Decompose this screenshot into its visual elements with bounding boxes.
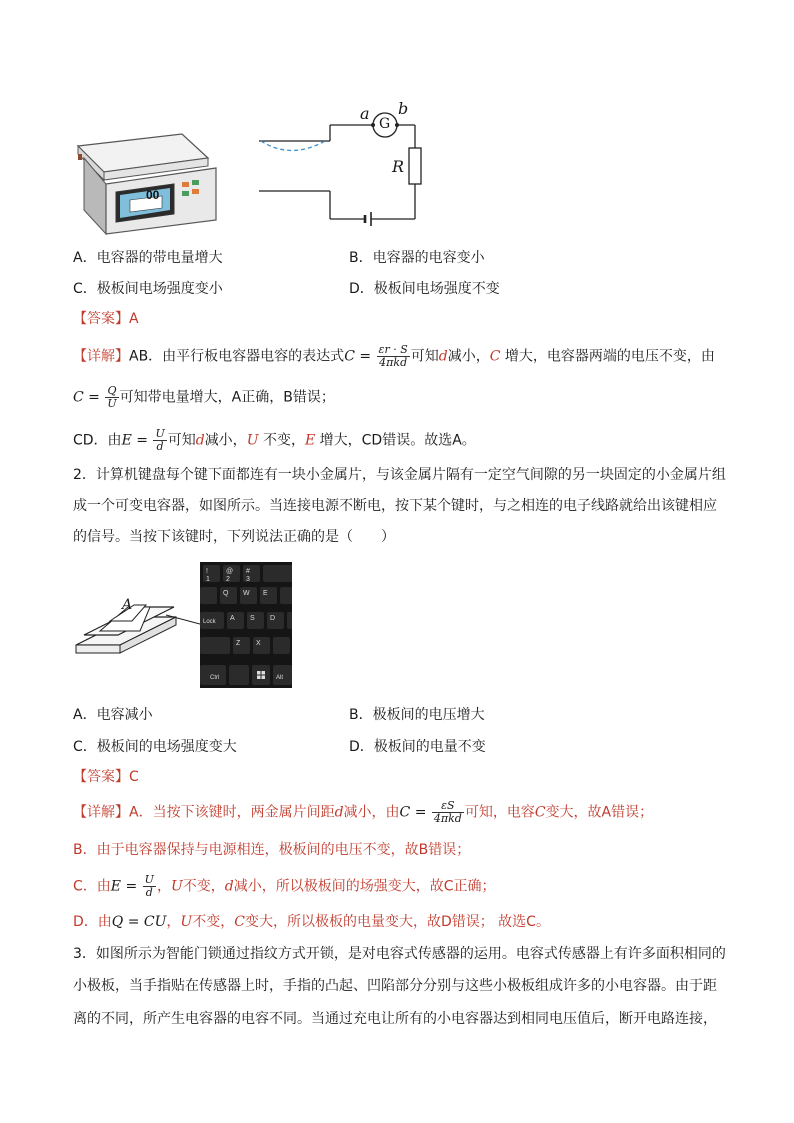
key-q [220, 587, 237, 604]
key-label: Alt [276, 675, 284, 681]
text: 不变， [192, 914, 235, 930]
q2-stem-line-3: 的信号。当按下该键时，下列说法正确的是（ ） [73, 529, 395, 545]
text: 减小，由 [343, 804, 400, 821]
numerator: U [155, 427, 165, 440]
key-r [280, 587, 292, 604]
var: d [334, 804, 344, 821]
key-3 [243, 565, 260, 582]
text: D．由 [73, 914, 112, 930]
q1-detail-line-1 [73, 344, 715, 369]
q2-option-a: A．电容减小 [73, 707, 153, 723]
var: U [246, 432, 259, 449]
key-fn [229, 665, 249, 685]
var: E [121, 432, 132, 449]
q1-detail-line-3 [73, 428, 476, 453]
keyboard-photo [200, 562, 292, 688]
capacitance-formula [377, 344, 410, 369]
text: = [354, 348, 376, 365]
var: Q [111, 914, 124, 930]
q2-detail-line-3 [73, 874, 496, 899]
plate-label-a: A [122, 597, 133, 613]
denominator: d [156, 440, 164, 453]
key-e [260, 587, 277, 604]
text: = [83, 389, 105, 406]
text: 变大，故A错误； [545, 804, 654, 821]
q2-option-b: B．极板间的电压增大 [349, 707, 485, 723]
q2-stem-line-1: 2．计算机键盘每个键下面都连有一块小金属片，与该金属片隔有一定空气间隙的另一块固定的小金属片组 [73, 467, 726, 483]
key-w [240, 587, 257, 604]
galvanometer-label: G [379, 116, 391, 132]
windows-icon [257, 671, 265, 679]
text: 减小， [204, 432, 247, 449]
text: AB．由平行板电容器电容的表达式 [129, 348, 345, 365]
electronic-scale-image [70, 128, 220, 240]
q2-detail-line-2: B．由于电容器保持与电源相连，极板间的电压不变，故B错误； [73, 842, 471, 858]
key-2 [223, 565, 240, 582]
text: C．由 [73, 878, 111, 895]
text: 减小， [447, 348, 490, 365]
text: 不变， [182, 878, 225, 895]
var: E [110, 878, 122, 895]
var: d [224, 878, 234, 895]
text: 可知带电量增大，A正确，B错误； [119, 389, 335, 406]
text: 可知 [410, 348, 439, 365]
text: ， [156, 878, 171, 895]
denominator: d [145, 886, 153, 899]
text: 变大，所以极板的电量变大，故D错误； 故选C。 [244, 914, 550, 930]
key-5 [278, 565, 292, 582]
key-alt [273, 665, 292, 685]
key-label: D [270, 615, 276, 622]
numerator: εr · S [378, 343, 408, 356]
detail-heading: 【详解】 [73, 348, 129, 365]
field-formula [143, 874, 156, 899]
key-z [233, 637, 250, 654]
text: 增大，电容器两端的电压不变，由 [500, 348, 715, 365]
text: = [410, 804, 431, 821]
key-x [253, 637, 270, 654]
denominator: U [107, 397, 117, 410]
denominator: 4πkd [379, 356, 408, 369]
capacitor-circuit-diagram [255, 100, 435, 235]
key-label: E [263, 590, 268, 597]
q1-option-d: D．极板间电场强度不变 [349, 281, 500, 297]
q1-option-a: A．电容器的带电量增大 [73, 250, 223, 266]
q2-detail-line-1 [73, 800, 653, 825]
q2-option-c: C．极板间的电场强度变大 [73, 739, 237, 755]
var: C [234, 914, 245, 930]
key-caps-lock [200, 612, 224, 629]
key-label: X [256, 640, 261, 647]
key-1 [203, 565, 220, 582]
q1-option-c: C．极板间电场强度变小 [73, 281, 223, 297]
var: C [489, 348, 501, 365]
text: 可知 [167, 432, 196, 449]
var: C [399, 804, 411, 821]
var: d [195, 432, 205, 449]
key-windows [252, 665, 270, 685]
q2-option-d: D．极板间的电量不变 [349, 739, 486, 755]
key-label: Ctrl [210, 675, 220, 681]
field-formula [153, 428, 166, 453]
q3-stem-line-1: 3．如图所示为智能门锁通过指纹方式开锁，是对电容式传感器的运用。电容式传感器上有许多面积相同的 [73, 946, 726, 962]
key-ctrl [200, 665, 226, 685]
numerator: U [144, 873, 154, 886]
numerator: Q [105, 385, 118, 398]
q1-answer: 【答案】A [73, 311, 139, 327]
key-shift [200, 637, 230, 654]
key-tab [200, 587, 217, 604]
text: A．当按下该键时，两金属片间距 [129, 804, 335, 821]
circuit-label-b: b [398, 99, 409, 118]
resistor-label: R [392, 157, 405, 176]
text: 减小，所以极板间的场强变大，故C正确； [233, 878, 496, 895]
key-d [267, 612, 284, 629]
q2-stem-line-2: 成一个可变电容器，如图所示。当连接电源不断电，按下某个键时，与之相连的电子线路就给出该键相应 [73, 498, 717, 514]
key-label: @ 2 [226, 568, 234, 583]
text: = [123, 914, 144, 930]
detail-heading: 【详解】 [73, 804, 129, 821]
var: E [304, 432, 316, 449]
q1-option-b: B．电容器的电容变小 [349, 250, 485, 266]
text: CD．由 [73, 432, 122, 449]
var: CU [143, 914, 167, 930]
q1-detail-line-2 [73, 385, 335, 410]
charge-formula [105, 385, 118, 410]
text: 增大，CD错误。故选A。 [315, 432, 476, 449]
text: = [131, 432, 153, 449]
scale-display-value: 00 [146, 188, 160, 202]
key-label: ! 1 [206, 568, 210, 583]
text: 可知，电容 [464, 804, 535, 821]
key-label: Z [236, 640, 241, 647]
var: U [180, 914, 193, 930]
text: 不变， [258, 432, 305, 449]
key-s [247, 612, 264, 629]
key-a [227, 612, 244, 629]
key-label: A [230, 615, 235, 622]
key-label: Lock [203, 619, 216, 625]
key-c [273, 637, 290, 654]
circuit-label-a: a [360, 104, 370, 123]
q2-detail-line-4 [73, 912, 550, 932]
denominator: 4πkd [433, 812, 462, 825]
var: C [73, 389, 84, 406]
key-label: W [243, 590, 250, 597]
var: d [438, 348, 448, 365]
key-label: S [250, 615, 255, 622]
key-f [287, 612, 292, 629]
var: C [534, 804, 546, 821]
numerator: εS [432, 800, 464, 813]
var: U [170, 878, 183, 895]
key-label: Q [223, 590, 229, 597]
capacitance-formula [432, 800, 464, 825]
q3-stem-line-3: 离的不同，所产生电容器的电容不同。当通过充电让所有的小电容器达到相同电压值后，断开电路连接， [73, 1011, 717, 1027]
key-label: # 3 [246, 568, 250, 583]
text: ， [166, 914, 181, 930]
var: C [344, 348, 355, 365]
q2-answer: 【答案】C [73, 769, 139, 785]
text: = [121, 878, 142, 895]
q3-stem-line-2: 小极板，当手指贴在传感器上时，手指的凸起、凹陷部分分别与这些小极板组成许多的小电容器。由于距 [73, 978, 717, 994]
